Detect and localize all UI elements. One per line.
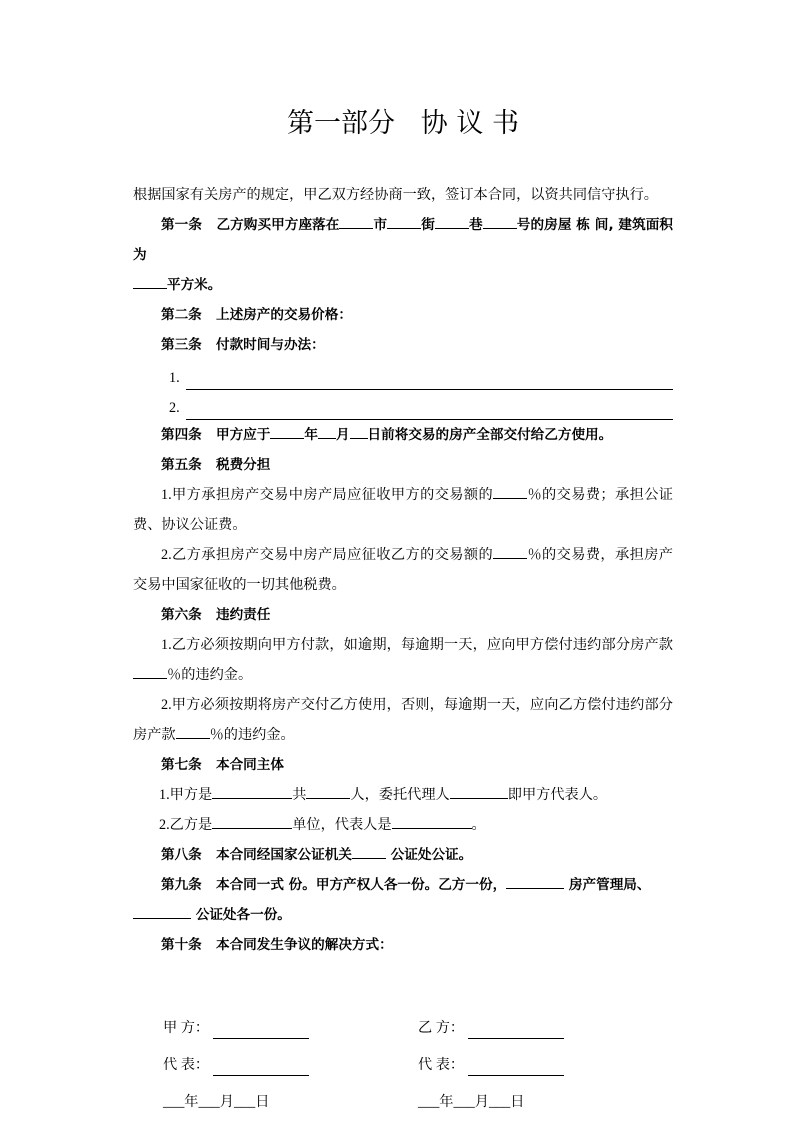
signature-block (133, 1002, 673, 1113)
article-7-item-1-c: 人，委托代理人 (350, 787, 450, 804)
article-8-label: 第八条 (161, 847, 202, 864)
article-5-item-1-a: 1.甲方承担房产交易中房产局应征收甲方的交易额的 (161, 487, 494, 504)
article-7-item-2-b: 单位，代表人是 (292, 817, 392, 834)
article-9-cont (133, 900, 673, 930)
article-1-text-4: 巷 (468, 217, 483, 234)
article-2 (133, 300, 673, 330)
rep-b-field (418, 1054, 673, 1076)
article-7-item-2-a: 2.乙方是 (159, 817, 213, 834)
article-3-label: 第三条 (161, 337, 202, 354)
article-2-text: 上述房产的交易价格： (215, 307, 352, 324)
article-4-text-3: 月 (335, 427, 350, 444)
intro-paragraph: 根据国家有关房产的规定，甲乙双方经协商一致，签订本合同，以资共同信守执行。 (133, 187, 658, 204)
payment-item-2 (133, 390, 673, 420)
blank-street[interactable] (387, 215, 421, 229)
article-8-text-1: 本合同经国家公证机关 (215, 847, 352, 864)
document-content (133, 0, 673, 1122)
payment-item-2-rule[interactable] (186, 399, 673, 420)
rep-b-input[interactable] (468, 1058, 564, 1076)
blank-party-a-agent[interactable] (450, 785, 508, 799)
article-5-item-2 (133, 540, 673, 600)
article-9-label: 第九条 (161, 877, 202, 894)
rep-b-label: 代 表： (418, 1057, 465, 1074)
blank-penalty-b[interactable] (176, 725, 210, 739)
blank-day[interactable] (350, 425, 368, 439)
article-5-item-2-b: ％的交易费，承担房产交易中国家征收的一切其他税费。 (133, 547, 673, 594)
article-7-text: 本合同主体 (215, 757, 284, 774)
party-a-input[interactable] (213, 1021, 309, 1039)
blank-lane[interactable] (435, 215, 469, 229)
rep-a-field (163, 1054, 418, 1076)
signature-row-dates (163, 1076, 673, 1113)
article-9-text-1: 本合同一式 份。甲方产权人各一份。乙方一份， (215, 877, 507, 894)
article-10-text: 本合同发生争议的解决方式： (215, 937, 393, 954)
article-3-text: 付款时间与办法： (215, 337, 325, 354)
article-2-label: 第二条 (161, 307, 202, 324)
article-6-item-1-a: 1.乙方必须按期向甲方付款，如逾期，每逾期一天，应向甲方偿付违约部分房产款 (161, 637, 673, 654)
article-5 (133, 450, 673, 480)
blank-fee-b[interactable] (493, 545, 527, 559)
article-4-label: 第四条 (161, 427, 202, 444)
article-1 (133, 210, 673, 270)
article-1-text-5: 号的房屋 栋 间, 建筑面积为 (133, 217, 674, 264)
article-6-item-2-b: ％的违约金。 (209, 727, 295, 744)
article-7-item-1-d: 即甲方代表人。 (507, 787, 608, 804)
article-6-label: 第六条 (161, 607, 202, 624)
article-1-text-3: 街 (421, 217, 435, 234)
article-6-item-1 (133, 630, 673, 690)
article-4-text-1: 甲方应于 (215, 427, 271, 444)
article-7-item-1-b: 共 (292, 787, 307, 804)
article-9-text-3: 公证处各一份。 (195, 907, 291, 924)
blank-housing-bureau[interactable] (506, 875, 564, 889)
article-5-text: 税费分担 (215, 457, 271, 474)
article-6 (133, 600, 673, 630)
blank-party-a-name[interactable] (212, 785, 292, 799)
article-7-item-1 (133, 780, 673, 810)
party-b-label: 乙 方： (418, 1020, 465, 1037)
payment-item-2-number: 2. (169, 400, 180, 417)
blank-party-b-rep[interactable] (392, 815, 472, 829)
article-7-item-2 (133, 810, 673, 840)
payment-item-1 (133, 360, 673, 390)
article-7-item-1-a: 1.甲方是 (159, 787, 213, 804)
party-b-field (418, 1017, 673, 1039)
article-6-item-2-a: 2.甲方必须按期将房产交付乙方使用，否则，每逾期一天，应向乙方偿付违约部分房产款 (133, 697, 673, 744)
party-a-field (163, 1017, 418, 1039)
payment-item-1-rule[interactable] (186, 369, 673, 390)
date-a-field[interactable]: ___年___月___日 (163, 1094, 270, 1111)
article-7-item-2-c: 。 (471, 817, 486, 834)
blank-month[interactable] (318, 425, 336, 439)
article-7 (133, 750, 673, 780)
party-b-input[interactable] (468, 1021, 564, 1039)
article-5-label: 第五条 (161, 457, 202, 474)
article-5-item-1-b: ％的交易费；承担公证费、协议公证费。 (133, 487, 673, 534)
article-6-item-1-b: ％的违约金。 (167, 667, 253, 684)
article-8-text-2: 公证处公证。 (390, 847, 473, 864)
article-1-text-2: 市 (373, 217, 388, 234)
article-1-label: 第一条 (161, 217, 203, 234)
article-1-cont (133, 270, 673, 300)
article-3 (133, 330, 673, 360)
article-10-label: 第十条 (161, 937, 202, 954)
blank-notary-office[interactable] (352, 845, 386, 859)
blank-number[interactable] (483, 215, 517, 229)
party-a-label: 甲 方： (163, 1020, 210, 1037)
article-9-text-2: 房产管理局、 (568, 877, 651, 894)
article-8 (133, 840, 673, 870)
blank-penalty-a[interactable] (133, 665, 167, 679)
blank-notary-copies[interactable] (133, 905, 191, 919)
rep-a-label: 代 表： (163, 1057, 210, 1074)
article-7-label: 第七条 (161, 757, 202, 774)
article-1-text-1: 乙方购买甲方座落在 (216, 217, 340, 234)
date-b-field[interactable]: ___年___月___日 (418, 1094, 525, 1111)
article-5-item-1 (133, 480, 673, 540)
article-10 (133, 930, 673, 960)
blank-party-b-unit[interactable] (212, 815, 292, 829)
blank-area[interactable] (133, 275, 167, 289)
blank-city[interactable] (339, 215, 373, 229)
blank-party-a-count[interactable] (306, 785, 350, 799)
rep-a-input[interactable] (213, 1058, 309, 1076)
article-4 (133, 420, 673, 450)
blank-fee-a[interactable] (493, 485, 527, 499)
article-1-text-6: 平方米。 (167, 277, 222, 294)
article-4-text-2: 年 (304, 427, 318, 444)
article-5-item-2-a: 2.乙方承担房产交易中房产局应征收乙方的交易额的 (161, 547, 494, 564)
article-4-text-4: 日前将交易的房产全部交付给乙方使用。 (367, 427, 613, 444)
article-6-text: 违约责任 (215, 607, 271, 624)
signature-row-representatives (163, 1039, 673, 1076)
blank-year[interactable] (270, 425, 304, 439)
article-6-item-2 (133, 690, 673, 750)
page-title: 第一部分 协 议 书 (287, 108, 519, 139)
payment-item-1-number: 1. (169, 370, 180, 387)
article-9 (133, 870, 673, 900)
signature-row-parties (163, 1002, 673, 1039)
